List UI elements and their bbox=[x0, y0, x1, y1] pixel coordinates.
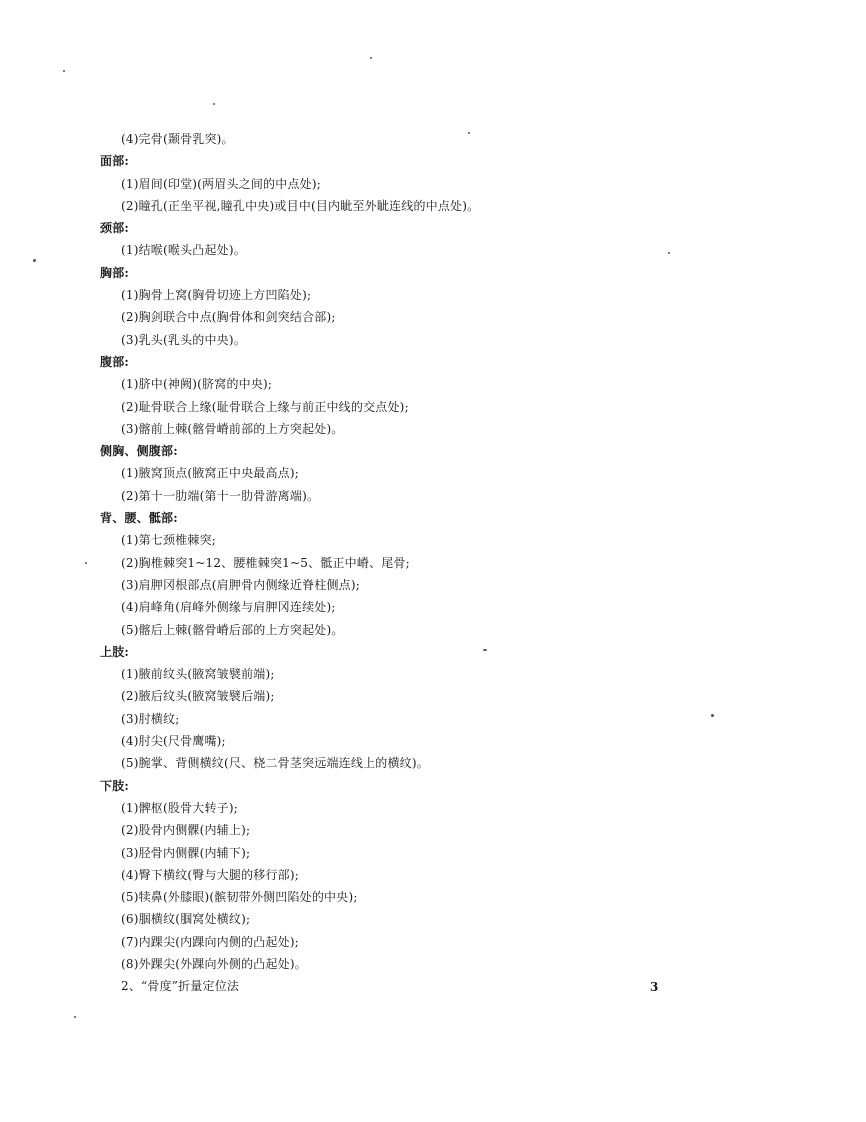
list-item: (3)肘横纹; bbox=[121, 711, 180, 726]
list-item: (1)胸骨上窝(胸骨切迹上方凹陷处); bbox=[121, 288, 312, 303]
list-item: (4)肘尖(尺骨鹰嘴); bbox=[121, 734, 226, 749]
list-item: (6)腘横纹(腘窝处横纹); bbox=[121, 912, 251, 927]
scan-speck bbox=[63, 70, 65, 72]
scan-speck bbox=[85, 562, 87, 564]
list-item: (4)臀下横纹(臀与大腿的移行部); bbox=[121, 867, 300, 882]
list-item: (5)犊鼻(外膝眼)(髌韧带外侧凹陷处的中央); bbox=[121, 890, 358, 905]
section-heading: 腹部: bbox=[100, 354, 130, 369]
list-item: (2)腋后纹头(腋窝皱襞后端); bbox=[121, 689, 275, 704]
scan-speck bbox=[74, 1016, 76, 1018]
scan-speck bbox=[668, 252, 670, 254]
list-item: 2、“骨度”折量定位法 bbox=[121, 979, 240, 994]
scan-speck bbox=[468, 132, 470, 134]
list-item: (3)髂前上棘(髂骨嵴前部的上方突起处)。 bbox=[121, 421, 344, 436]
list-item: (1)腋窝顶点(腋窝正中央最高点); bbox=[121, 466, 300, 481]
list-item: (1)腋前纹头(腋窝皱襞前端); bbox=[121, 667, 275, 682]
section-heading: 下肢: bbox=[100, 778, 130, 793]
scan-speck bbox=[711, 714, 714, 717]
list-item: (8)外踝尖(外踝向外侧的凸起处)。 bbox=[121, 956, 307, 971]
list-item: (1)眉间(印堂)(两眉头之间的中点处); bbox=[121, 176, 321, 191]
section-heading: 颈部: bbox=[100, 221, 130, 236]
list-item: (1)第七颈椎棘突; bbox=[121, 533, 217, 548]
list-item: (5)腕掌、背侧横纹(尺、桡二骨茎突远端连线上的横纹)。 bbox=[121, 756, 429, 771]
section-heading: 胸部: bbox=[100, 265, 130, 280]
list-item: (1)结喉(喉头凸起处)。 bbox=[121, 243, 246, 258]
list-item: (4)完骨(颞骨乳突)。 bbox=[121, 132, 234, 146]
list-item: (2)瞳孔(正坐平视,瞳孔中央)或目中(目内眦至外眦连线的中点处)。 bbox=[121, 198, 480, 213]
scan-speck bbox=[213, 103, 215, 105]
scan-speck bbox=[33, 259, 36, 262]
list-item: (1)髀枢(股骨大转子); bbox=[121, 800, 239, 815]
list-item: (2)耻骨联合上缘(耻骨联合上缘与前正中线的交点处); bbox=[121, 399, 409, 414]
section-heading: 背、腰、骶部: bbox=[100, 511, 178, 526]
list-item: (1)脐中(神阙)(脐窝的中央); bbox=[121, 377, 273, 392]
page-number: 3 bbox=[650, 980, 659, 994]
list-item: (2)第十一肋端(第十一肋骨游离端)。 bbox=[121, 488, 320, 503]
list-item: (3)肩胛冈根部点(肩胛骨内侧缘近脊柱侧点); bbox=[121, 577, 361, 592]
list-item: (4)肩峰角(肩峰外侧缘与肩胛冈连续处); bbox=[121, 600, 336, 615]
list-item: (3)乳头(乳头的中央)。 bbox=[121, 332, 246, 347]
list-item: (5)髂后上棘(髂骨嵴后部的上方突起处)。 bbox=[121, 622, 344, 637]
scan-speck bbox=[483, 649, 487, 651]
section-heading: 面部: bbox=[100, 154, 130, 169]
list-item: (2)胸剑联合中点(胸骨体和剑突结合部); bbox=[121, 310, 336, 325]
list-item: (3)胫骨内侧髁(内辅下); bbox=[121, 845, 251, 860]
section-heading: 上肢: bbox=[100, 644, 130, 659]
list-item: (2)胸椎棘突1~12、腰椎棘突1~5、骶正中嵴、尾骨; bbox=[121, 555, 410, 570]
list-item: (7)内踝尖(内踝向内侧的凸起处); bbox=[121, 934, 300, 949]
list-item: (2)股骨内侧髁(内辅上); bbox=[121, 823, 251, 838]
text-body bbox=[0, 128, 866, 998]
section-heading: 侧胸、侧腹部: bbox=[100, 444, 178, 459]
scan-speck bbox=[370, 57, 372, 59]
